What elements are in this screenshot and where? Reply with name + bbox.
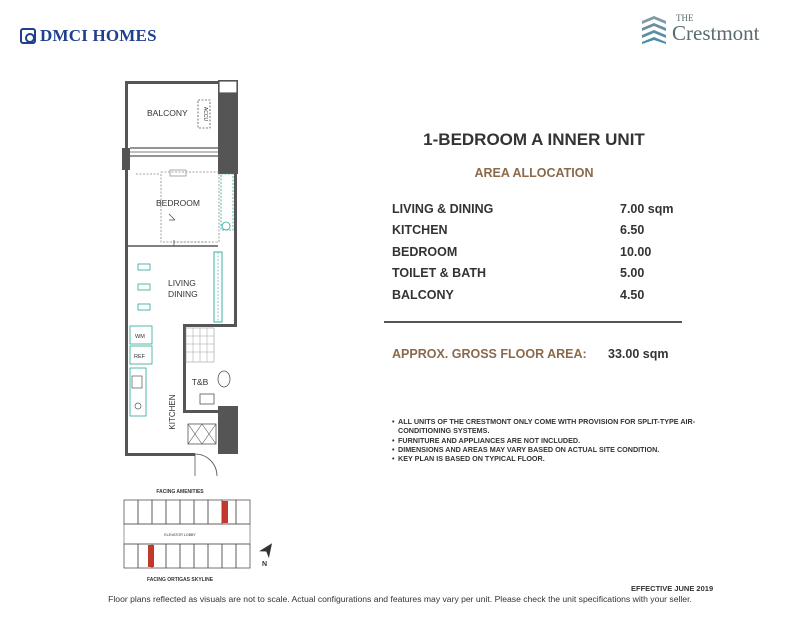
stove-icon — [135, 403, 141, 409]
dmci-logo-mark-icon — [20, 28, 36, 44]
key-plan-bottom-label: FACING ORTIGAS SKYLINE — [146, 577, 214, 583]
door-swing-icon — [169, 214, 175, 220]
crestmont-name-text: Crestmont — [672, 21, 760, 45]
closet-icon — [221, 174, 233, 230]
chair-icon — [138, 284, 150, 290]
key-plan — [118, 484, 288, 586]
key-plan-highlight-top — [222, 501, 228, 523]
tb-wall-bottom — [183, 410, 218, 413]
area-value: 4.50 — [620, 287, 645, 302]
note-item: • DIMENSIONS AND AREAS MAY VARY BASED ON ACTUAL SITE CONDITION. — [392, 445, 702, 454]
entry-door-icon — [195, 454, 217, 476]
gross-floor-area-value: 33.00 sqm — [608, 347, 669, 361]
chair-icon — [138, 264, 150, 270]
kitchen-room-label: KITCHEN — [168, 394, 177, 430]
key-plan-highlight-bottom — [148, 545, 154, 567]
key-plan-top-units — [124, 500, 250, 524]
sink-icon — [132, 376, 142, 388]
wall-top — [125, 81, 220, 84]
accu-label: ACCU — [202, 106, 208, 122]
area-value: 6.50 — [620, 223, 645, 238]
area-row — [392, 200, 692, 221]
balcony-room-label: BALCONY — [147, 108, 188, 118]
unit-title: 1-BEDROOM A INNER UNIT — [423, 130, 645, 149]
wm-label: WM — [135, 334, 145, 340]
dmci-homes-logo — [20, 26, 157, 46]
crestmont-logo — [641, 14, 760, 44]
area-row — [392, 221, 692, 242]
crestmont-the-text: THE — [676, 13, 694, 23]
lavatory-icon — [200, 394, 214, 404]
section-divider — [384, 321, 682, 323]
foyer-cabinet — [188, 424, 216, 444]
area-row — [392, 264, 692, 285]
area-row — [392, 286, 692, 307]
notes-list — [392, 417, 702, 463]
toilet-icon — [218, 371, 230, 387]
ref-label: REF — [134, 354, 145, 360]
note-item: • FURNITURE AND APPLIANCES ARE NOT INCLUDED. — [392, 436, 702, 445]
area-label: BALCONY — [392, 287, 454, 302]
key-plan-top-label: FACING AMENITIES — [156, 489, 204, 495]
dmci-logo-text: DMCI HOMES — [40, 26, 157, 45]
wall-left — [125, 81, 128, 456]
column-top — [218, 80, 238, 174]
area-allocation-table — [392, 200, 692, 307]
crestmont-logo-mark-icon — [641, 14, 667, 44]
area-row — [392, 243, 692, 264]
key-plan-bottom-units — [124, 544, 250, 568]
area-allocation-title: AREA ALLOCATION — [474, 166, 594, 180]
area-value: 7.00 sqm — [620, 202, 674, 216]
area-label: KITCHEN — [392, 223, 448, 238]
disclaimer-text: Floor plans reflected as visuals are not to scale. Actual configurations and features may vary per unit. Please check the unit specifications with your seller. — [108, 594, 692, 604]
wall-bottom — [125, 453, 195, 456]
column-left — [122, 148, 130, 170]
effective-date: EFFECTIVE JUNE 2019 — [631, 584, 714, 593]
bedroom-room-label: BEDROOM — [156, 198, 200, 208]
area-value: 5.00 — [620, 266, 645, 281]
note-item: • KEY PLAN IS BASED ON TYPICAL FLOOR. — [392, 454, 702, 463]
note-item: • ALL UNITS OF THE CRESTMONT ONLY COME WITH PROVISION FOR SPLIT-TYPE AIR-CONDITIONING SYSTEMS. — [392, 417, 702, 436]
tb-wall-top — [183, 324, 237, 327]
dining-room-label: DINING — [168, 289, 198, 299]
gross-floor-area-label: APPROX. GROSS FLOOR AREA: — [392, 347, 587, 361]
north-label: N — [262, 561, 268, 568]
north-arrow-icon — [259, 540, 277, 558]
tb-room-label: T&B — [191, 377, 209, 387]
area-value: 10.00 — [620, 244, 652, 259]
area-label: TOILET & BATH — [392, 266, 486, 281]
living-room-label: LIVING — [168, 278, 196, 288]
area-label: BEDROOM — [392, 244, 458, 259]
floor-plan — [118, 76, 254, 476]
key-plan-lobby-label: ELEVATOR LOBBY — [164, 533, 196, 537]
column-bottom — [218, 406, 238, 454]
fixture-icon — [222, 222, 230, 230]
tb-wall-left — [183, 324, 186, 410]
column-top-notch — [219, 81, 237, 93]
pillow-icon — [170, 170, 186, 176]
area-label: LIVING & DINING — [392, 202, 494, 216]
chair-icon — [138, 304, 150, 310]
